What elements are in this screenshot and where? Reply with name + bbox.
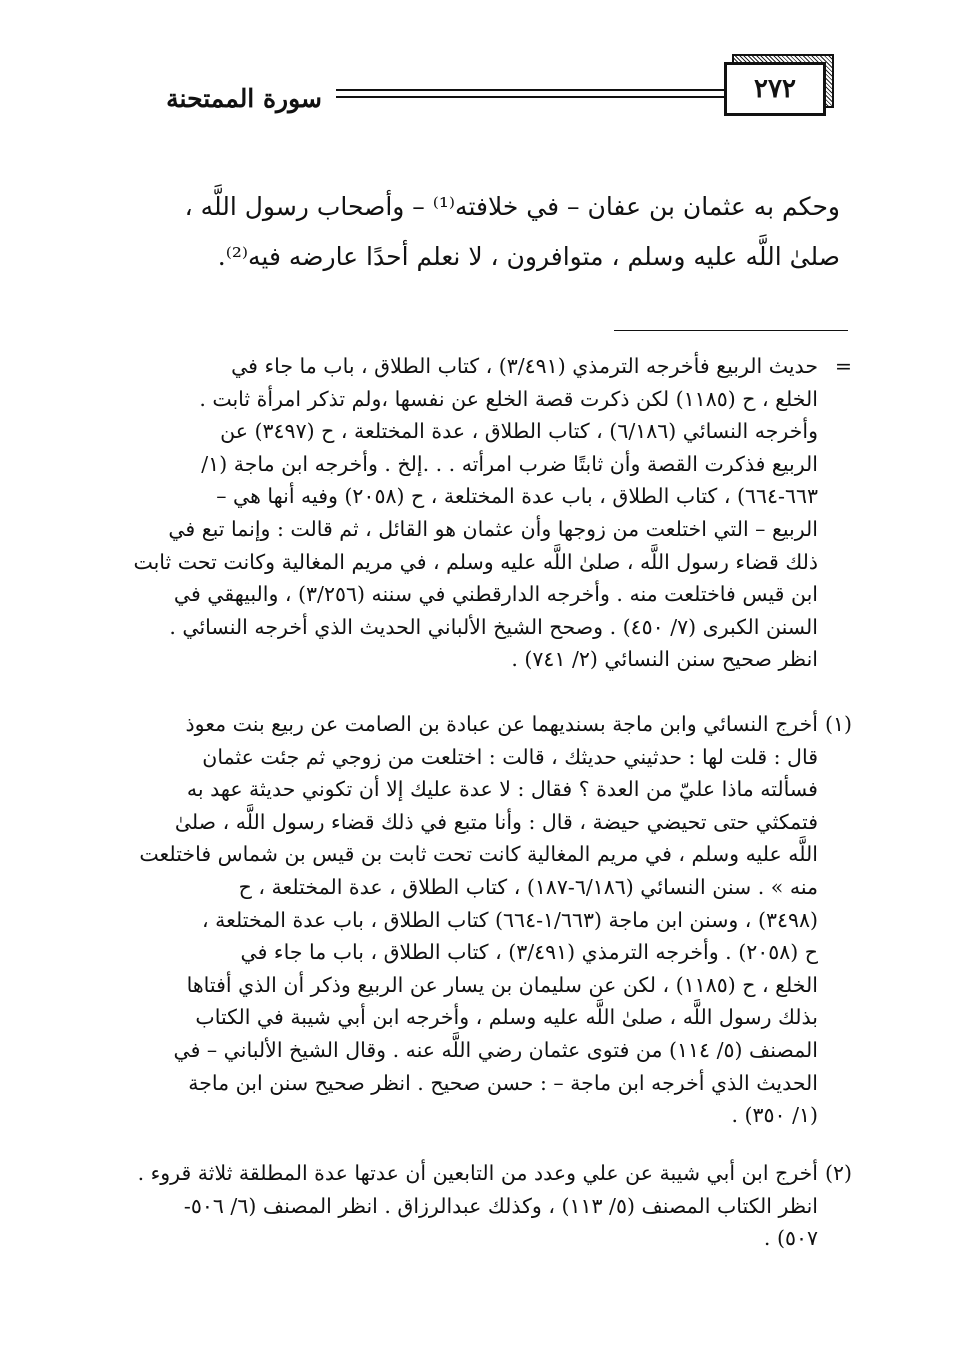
- footnote-line: اللَّه عليه وسلم ، في مريم المغالية كانت تحت ثابت بن قيس بن شماس فاختلعت: [139, 842, 818, 867]
- footnote-line: انظر صحيح سنن النسائي (٢/ ٧٤١) .: [511, 647, 818, 672]
- footnote-line: ح (٢٠٥٨) . وأخرجه الترمذي (٣/٤٩١) ، كتاب الطلاق ، باب ما جاء في: [240, 940, 818, 965]
- footnote-line: فسألته ماذا عليّ من العدة ؟ فقال : لا عدة عليك إلا أن تكوني حديثة عهد به: [186, 777, 818, 802]
- footnote-line: الحديث الذي أخرجه ابن ماجة – : حسن صحيح . انظر صحيح سنن ابن ماجة: [188, 1070, 818, 1095]
- footnote-marker: (٢): [824, 1161, 852, 1185]
- footnote-separator: [614, 330, 848, 331]
- footnote-line: (٣٤٩٨) ، وسنن ابن ماجة (١/٦٦٣-٦٦٤) كتاب الطلاق ، باب عدة المختلعة ،: [201, 907, 818, 932]
- footnote-1: [114, 708, 852, 1132]
- footnote-line: فتمكثي حتى تحيضي حيضة ، قال : وأنا متبع في ذلك قضاء رسول اللَّه ، صلىٰ: [174, 809, 818, 834]
- surah-title: سورة الممتحنة: [166, 84, 322, 113]
- footnote-continuation: [114, 350, 852, 676]
- main-text-line: صلىٰ اللَّه عليه وسلم ، متوافرون ، لا نعلم أحدًا عارضه فيه⁽²⁾.: [217, 242, 840, 271]
- footnote-line: ذلك قضاء رسول اللَّه ، صلىٰ اللَّه عليه وسلم ، في مريم المغالية وكانت تحت ثابت: [133, 549, 818, 574]
- footnote-line: الخلع ، ح (١١٨٥) ، لكن عن سليمان بن يسار عن الربيع وذكر أن الذي أفتاها: [186, 972, 818, 997]
- header-rule: [336, 96, 724, 98]
- footnote-marker: (١): [824, 712, 852, 736]
- footnote-line: قال : قلت لها : حدثيني حديثك ، قالت : اختلعت من زوجي ثم جئت عثمان: [202, 744, 818, 769]
- footnote-2: [114, 1157, 852, 1255]
- footnote-line: السنن الكبرى (٧/ ٤٥٠) . وصحح الشيخ الألباني الحديث الذي أخرجه النسائي .: [169, 614, 818, 639]
- footnote-line: (١/ ٣٥٠) .: [731, 1103, 818, 1128]
- footnote-line: الربيع فذكرت القصة وأن ثابتًا ضرب امرأته . . .إلخ . وأخرجه ابن ماجة (١/: [201, 451, 818, 476]
- page-number: ٢٧٢: [754, 74, 796, 104]
- page-number-box: [724, 62, 826, 116]
- footnote-line: ٥٠٧) .: [763, 1226, 818, 1251]
- footnote-line: انظر الكتاب المصنف (٥/ ١١٣) ، وكذلك عبدالرزاق . انظر المصنف (٦/ ٥٠٦-: [183, 1193, 818, 1218]
- header-rule: [336, 89, 724, 91]
- footnote-line: ٦٦٣-٦٦٤) ، كتاب الطلاق ، باب عدة المختلعة ، ح (٢٠٥٨) وفيه أنها هي –: [216, 484, 818, 509]
- footnote-marker: =: [834, 354, 852, 378]
- main-text: [110, 182, 840, 282]
- footnote-line: أخرج النسائي وابن ماجة بسنديهما عن عبادة بن الصامت عن ربيع بنت معوذ: [185, 712, 818, 736]
- footnote-line: أخرج ابن أبي شيبة عن علي وعدد من التابعين أن عدتها عدة المطلقة ثلاثة قروء .: [137, 1161, 818, 1185]
- footnote-line: حديث الربيع فأخرجه الترمذي (٣/٤٩١) ، كتاب الطلاق ، باب ما جاء في: [231, 354, 818, 378]
- footnote-line: المصنف (٥/ ١١٤) من فتوى عثمان رضي اللَّه عنه . وقال الشيخ الألباني – في: [173, 1037, 818, 1062]
- footnote-line: الخلع ، ح (١١٨٥) لكن ذكرت قصة الخلع عن نفسها ،ولم تذكر امرأة ثابت .: [199, 386, 818, 411]
- main-text-line: وحكم به عثمان بن عفان – في خلافته⁽¹⁾ – وأصحاب رسول اللَّه ،: [184, 192, 840, 221]
- footnote-line: بذلك رسول اللَّه ، صلىٰ اللَّه عليه وسلم ، وأخرجه ابن أبي شيبة في الكتاب: [195, 1005, 818, 1030]
- footnote-line: منه » . سنن النسائي (٦/١٨٦-١٨٧) ، كتاب الطلاق ، عدة المختلعة ، ح: [238, 874, 818, 899]
- footnote-line: وأخرجه النسائي (٦/١٨٦) ، كتاب الطلاق ، عدة المختلعة ، ح (٣٤٩٧) عن: [220, 419, 818, 444]
- footnote-line: الربيع – التي اختلعت من زوجها وأن عثمان هو القائل ، ثم قالت : وإنما تبع في: [168, 516, 818, 541]
- footnote-line: ابن قيس فاختلعت منه . وأخرجه الدارقطني في سننه (٣/٢٥٦) ، والبيهقي في: [173, 582, 818, 607]
